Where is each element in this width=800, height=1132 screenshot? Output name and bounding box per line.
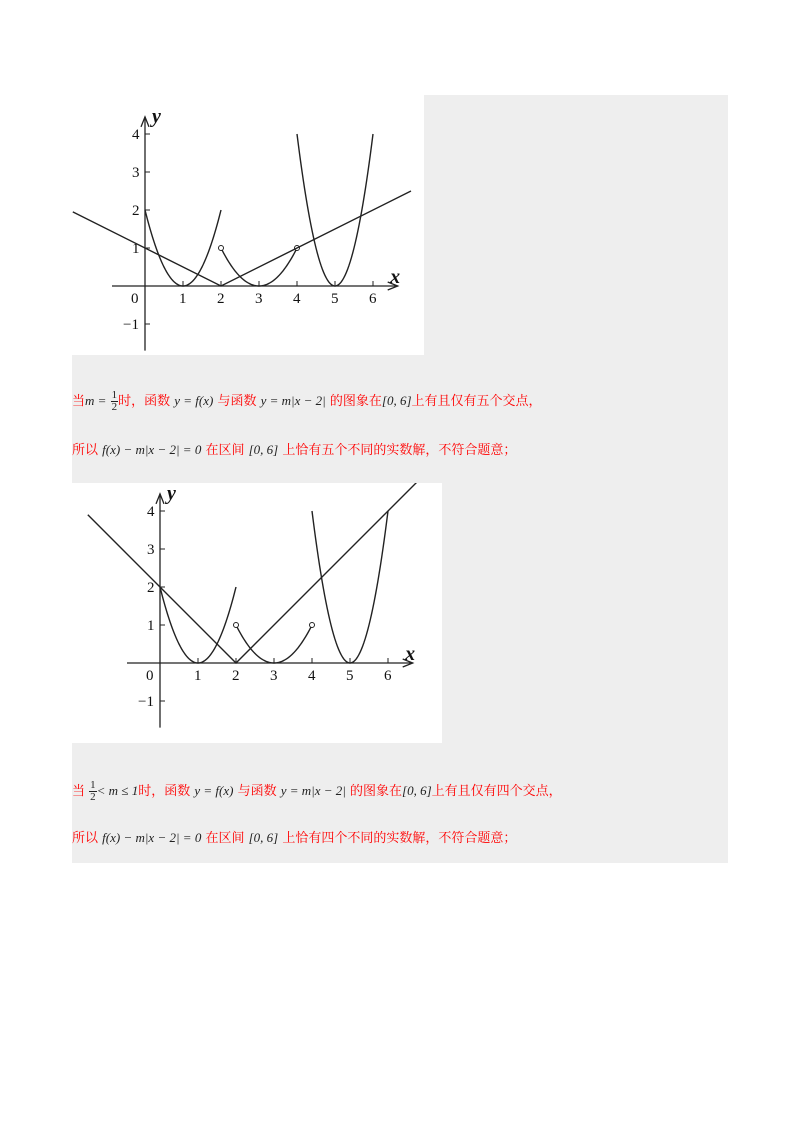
y-tick-label: 2	[132, 203, 140, 219]
text-suoyi: 所以	[72, 443, 99, 458]
text-five-intersections: 上有且仅有五个交点，	[411, 394, 542, 409]
text-four-solutions: 上恰有四个不同的实数解，不符合题意；	[282, 831, 517, 846]
text-tuxiang-zai: 的图象在	[350, 784, 403, 799]
text-line-4	[72, 828, 516, 849]
text-five-solutions: 上恰有五个不同的实数解，不符合题意；	[282, 443, 517, 458]
function-graph-1	[72, 95, 424, 355]
y-tick-label: −1	[138, 694, 154, 710]
curve-segment-3	[312, 511, 388, 663]
open-point	[234, 623, 239, 628]
math-m-equals: m =	[85, 393, 107, 408]
curve-segment-3	[297, 134, 373, 286]
text-line-2	[72, 440, 516, 461]
x-tick-label: 1	[194, 668, 202, 684]
x-tick-label: 4	[308, 668, 316, 684]
x-tick-label: 4	[293, 291, 301, 307]
curve-segment-1	[145, 210, 221, 286]
function-graph-2	[72, 483, 442, 743]
fraction-one-half	[89, 780, 97, 803]
y-tick-label: 3	[147, 542, 155, 558]
x-tick-label: 0	[146, 668, 154, 684]
y-tick-label: 1	[132, 241, 140, 257]
y-tick-label: 4	[132, 127, 140, 143]
x-tick-label: 3	[255, 291, 263, 307]
x-tick-label: 3	[270, 668, 278, 684]
text-four-intersections: 上有且仅有四个交点，	[431, 784, 562, 799]
text-zai-qujian: 在区间	[205, 443, 245, 458]
text-tuxiang-zai: 的图象在	[329, 394, 382, 409]
text-yu-hanshu: 与函数	[237, 784, 277, 799]
math-y-mx: y = m|x − 2|	[260, 393, 326, 408]
text-shi-hanshu: 时，函数	[118, 394, 171, 409]
x-tick-label: 6	[369, 291, 377, 307]
fraction-numerator: 1	[111, 389, 118, 401]
x-axis-label: x	[405, 643, 416, 665]
text-yu-hanshu: 与函数	[217, 394, 257, 409]
curve-segment-2	[236, 625, 312, 663]
y-tick-label: −1	[123, 317, 139, 333]
x-tick-label: 5	[346, 668, 354, 684]
text-zai-qujian: 在区间	[205, 831, 245, 846]
line-y-m-abs	[88, 483, 426, 663]
line-y-m-abs	[73, 191, 411, 286]
math-y-fx: y = f(x)	[174, 393, 214, 408]
fraction-numerator: 1	[90, 779, 96, 791]
text-when: 当	[72, 394, 86, 409]
math-inequality: < m ≤ 1	[96, 783, 139, 798]
text-when: 当	[72, 784, 86, 799]
math-y-mx: y = m|x − 2|	[280, 783, 346, 798]
y-tick-label: 3	[132, 165, 140, 181]
y-tick-label: 1	[147, 618, 155, 634]
fraction-denominator: 2	[111, 401, 118, 413]
math-equation: f(x) − m|x − 2| = 0	[102, 830, 202, 845]
y-tick-label: 4	[147, 504, 155, 520]
open-point	[219, 246, 224, 251]
math-y-fx: y = f(x)	[194, 783, 234, 798]
x-tick-label: 1	[179, 291, 187, 307]
y-tick-label: 2	[147, 580, 155, 596]
x-axis-label: x	[390, 266, 401, 288]
math-interval: [0, 6]	[248, 442, 279, 457]
math-interval: [0, 6]	[402, 783, 432, 798]
math-interval: [0, 6]	[381, 393, 412, 408]
x-tick-label: 5	[331, 291, 339, 307]
text-line-1	[72, 390, 542, 413]
fraction-denominator: 2	[90, 791, 96, 803]
math-interval: [0, 6]	[248, 830, 279, 845]
y-axis-label: y	[152, 105, 161, 128]
y-axis-label: y	[167, 483, 176, 505]
math-equation: f(x) − m|x − 2| = 0	[102, 442, 202, 457]
text-line-3	[72, 780, 562, 803]
x-tick-label: 6	[384, 668, 392, 684]
x-tick-label: 0	[131, 291, 139, 307]
x-tick-label: 2	[217, 291, 225, 307]
open-point	[310, 623, 315, 628]
graph-svg-2	[72, 483, 442, 743]
text-suoyi: 所以	[72, 831, 99, 846]
x-tick-label: 2	[232, 668, 240, 684]
fraction-one-half	[111, 390, 119, 413]
text-shi-hanshu: 时，函数	[138, 784, 191, 799]
graph-svg-1	[72, 95, 424, 355]
